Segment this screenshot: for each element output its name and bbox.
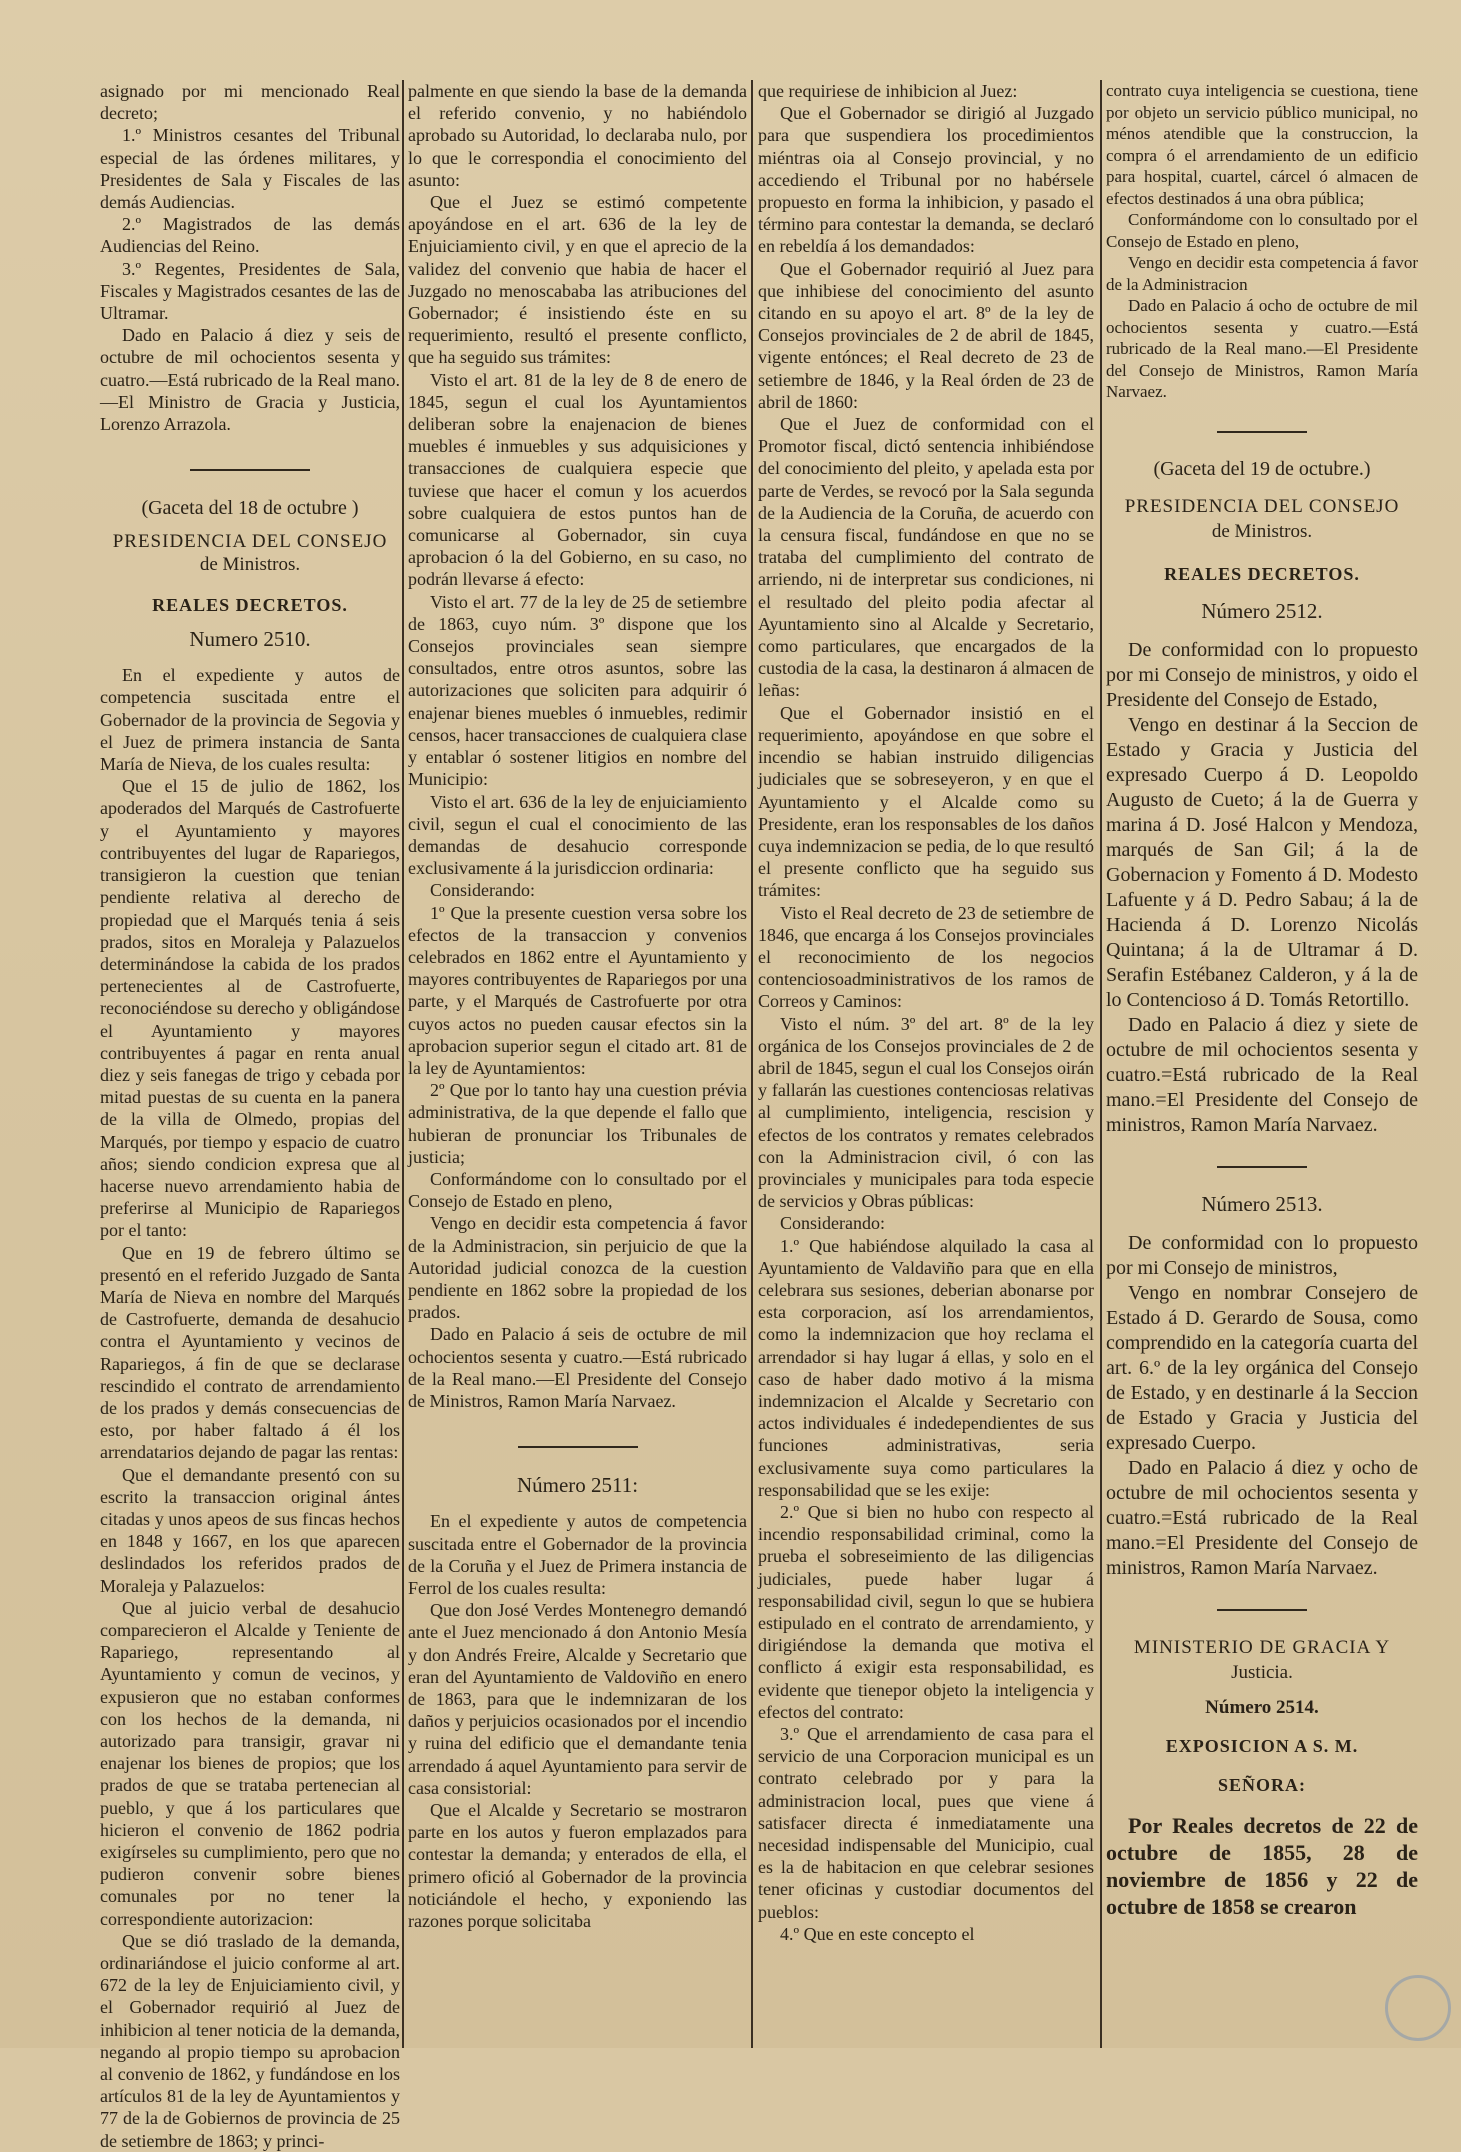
paragraph: De conformidad con lo propuesto por mi Consejo de ministros, y oido el Presidente del Consejo de Estado, — [1106, 638, 1418, 711]
separator-rule — [1217, 1166, 1307, 1168]
paragraph: Visto el núm. 3º del art. 8º de la ley orgánica de los Consejos provinciales de 2 de abril de 1845, segun el cual los Consejos oirán y fallarán las cuestiones contenciosas relativas al cumplimiento, inteligencia, rescision y efectos de los contratos y remates celebrados con la Administracion civil, ó con las provinciales y municipales para toda especie de servicios y Obras públicas: — [758, 1013, 1094, 1212]
section-subheading: de Ministros. — [1211, 520, 1313, 542]
paragraph: 2.º Magistrados de las demás Audiencias del Reino. — [100, 214, 400, 257]
paragraph: Considerando: — [780, 1213, 885, 1234]
gazette-date: (Gaceta del 18 de octubre ) — [141, 497, 359, 520]
separator-rule — [190, 469, 310, 471]
signature-paragraph: Dado en Palacio á diez y seis de octubre de mil ochocientos sesenta y cuatro.—Está rubricado de la Real mano.—El Ministro de Gracia y Justicia, Lorenzo Arrazola. — [100, 325, 400, 435]
decrees-heading: REALES DECRETOS. — [152, 594, 348, 615]
library-stamp — [1385, 1975, 1451, 2041]
column-rule — [751, 80, 753, 2048]
decree-number: Número 2514. — [1205, 1696, 1319, 1718]
decree-number: Número 2513. — [1201, 1191, 1323, 1216]
paragraph: Que el demandante presentó con su escrito la transaccion original ántes citadas y unos apeos de sus fincas hechos en 1848 y 1667, en los que aparecen deslindados los referidos prados de Moraleja y Palazuelos: — [100, 1464, 400, 1596]
paragraph: Visto el Real decreto de 23 de setiembre de 1846, que encarga á los Consejos provinciales el reconocimiento de los negocios contenciosoadministrativos de los ramos de Correos y Caminos: — [758, 902, 1094, 1012]
paragraph: Vengo en decidir esta competencia á favor de la Administracion, sin perjuicio de que la Autoridad judicial conozca de la cuestion pendiente en 1862 sobre la propiedad de los prados. — [408, 1213, 747, 1323]
paragraph: Que el Gobernador requirió al Juez para que inhibiese del conocimiento del asunto citando en su apoyo el art. 8º de la ley de Consejos provinciales de 2 de abril de 1845, vigente entónces; el Real decreto de 23 de setiembre de 1846, y la Real órden de 23 de abril de 1860: — [758, 258, 1094, 412]
paragraph: Que se dió traslado de la demanda, ordinariándose el juicio conforme al art. 672 de la ley de Enjuiciamiento civil, y el Gobernador requirió al Juez de inhibicion al tener noticia de la demanda, negando al propio tiempo su aprobacion al convenio de 1862, y fundándose en los artículos 81 de la ley de Ayuntamientos y 77 de la de Gobiernos de provincia de 25 de setiembre de 1863; y princi- — [100, 1930, 400, 2151]
paragraph: Que el Gobernador se dirigió al Juzgado para que suspendiera los procedimientos miéntras oia al Consejo provincial, y no accediendo el Tribunal por no habérsele propuesto en forma la inhibicion, y pasado el término para contestar la demanda, se declaró en rebeldía á los demandados: — [758, 103, 1094, 257]
column-4 — [1106, 80, 1418, 2040]
ministry-heading: MINISTERIO DE GRACIA Y — [1133, 1636, 1391, 1658]
ministry-subheading: Justicia. — [1231, 1661, 1293, 1683]
paragraph: Que el Juez de conformidad con el Promotor fiscal, dictó sentencia inhibiéndose del conocimiento del pleito, y apelada esta por parte de Verdes, se revocó por la Sala segunda de la Audiencia de la Coruña, de acuerdo con la censura fiscal, fundándose en que no se trataba del cumplimiento del contrato de arriendo, ni de interpretar sus condiciones, ni el resultado del pleito podia afectar al Ayuntamiento sino al Alcalde y Secretario, como particulares, que encargados de la custodia de la casa, la destinaron á almacen de leñas: — [758, 414, 1094, 701]
paragraph: Conformándome con lo consultado por el Consejo de Estado en pleno, — [1106, 210, 1418, 251]
column-rule — [402, 80, 404, 2048]
paragraph: Que el 15 de julio de 1862, los apoderados del Marqués de Castrofuerte y el Ayuntamiento y mayores contribuyentes del lugar de Rapariegos, transigieron la cuestion que tenian pendiente relativa al derecho de propiedad que el Marqués tenia á seis prados, sitos en Moraleja y Palazuelos determinándose la cabida de los prados pertenecientes al de Castrofuerte, reconociéndose su derecho y obligándose el Ayuntamiento y mayores contribuyentes á pagar en renta anual diez y seis fanegas de trigo y cebada por mitad puestas de su cuenta en la panera de la villa de Olmedo, propias del Marqués, por tiempo y espacio de cuatro años; siendo condicion expresa que al hacerse nuevo arrendamiento habia de preferirse al Municipio de Rapariegos por el tanto: — [100, 776, 400, 1241]
paragraph: Que el Gobernador insistió en el requerimiento, apoyándose en que sobre el incendio se habian instruido diligencias judiciales que se sobreseyeron, y en que el Ayuntamiento y el Alcalde como su Presidente, eran los responsables de los daños cuya indemnizacion se pedia, de lo que resultó el presente conflicto que ha seguido sus trámites: — [758, 702, 1094, 901]
paragraph: Vengo en decidir esta competencia á favor de la Administracion — [1106, 253, 1418, 294]
decree-number: Número 2512. — [1201, 598, 1323, 623]
section-subheading: de Ministros. — [199, 553, 301, 575]
paragraph: Que al juicio verbal de desahucio comparecieron el Alcalde y Teniente de Rapariego, representando al Ayuntamiento y comun de vecinos, y expusieron que no estaban conformes con los hechos de la demanda, ni autorizado para transigir, gravar ni enajenar los bienes de propios; que los prados de que se trataba pertenecian al pueblo, y que á los particulares que hicieron el convenio de 1862 podria exigírseles su cumplimiento, pero que no pudieron convenir sobre bienes comunales por no tener la correspondiente autorizacion: — [100, 1597, 400, 1929]
paragraph: Vengo en destinar á la Seccion de Estado y Gracia y Justicia del expresado Cuerpo á D. Leopoldo Augusto de Cueto; á la de Guerra y marina á D. José Halcon y Mendoza, marqués de San Gil; á la de Gobernacion y Fomento á D. Modesto Lafuente y á D. Pedro Sabau; á la de Hacienda á D. Lorenzo Nicolás Quintana; á la de Ultramar á D. Serafin Estébanez Calderon, y á la de lo Contencioso á D. Tomás Retortillo. — [1106, 713, 1418, 1011]
paragraph: 4.º Que en este concepto el — [780, 1923, 975, 1944]
salutation: SEÑORA: — [1217, 1774, 1306, 1795]
separator-rule — [1217, 1609, 1307, 1611]
paragraph: 3.º Regentes, Presidentes de Sala, Fiscales y Magistrados cesantes de las de Ultramar. — [100, 258, 400, 324]
paragraph: Considerando: — [430, 880, 535, 901]
paragraph: Visto el art. 636 de la ley de enjuiciamiento civil, segun el cual el conocimiento de las demandas de desahucio corresponde exclusivamente á la jurisdiccion ordinaria: — [408, 791, 747, 879]
paragraph: asignado por mi mencionado Real decreto; — [100, 81, 400, 124]
paragraph: 1.º Ministros cesantes del Tribunal especial de las órdenes militares, y Presidentes de Sala y Fiscales de las demás Audiencias. — [100, 125, 400, 213]
decree-number: Número 2511: — [516, 1473, 639, 1498]
paragraph: Conformándome con lo consultado por el Consejo de Estado en pleno, — [408, 1168, 747, 1212]
decrees-heading: REALES DECRETOS. — [1164, 563, 1360, 584]
separator-rule — [1217, 431, 1307, 433]
paragraph: 1º Que la presente cuestion versa sobre los efectos de la transaccion y convenios celebrados en 1862 entre el Ayuntamiento y mayores contribuyentes de Rapariegos por una parte, y el Marqués de Castrofuerte por otra cuyos actos no pueden causar efectos sin la aprobacion superior segun el citado art. 81 de la ley de Ayuntamientos: — [408, 902, 747, 1078]
column-3 — [758, 80, 1094, 2040]
section-heading: PRESIDENCIA DEL CONSEJO — [1124, 495, 1400, 517]
section-heading: PRESIDENCIA DEL CONSEJO — [112, 531, 388, 553]
paragraph: Vengo en nombrar Consejero de Estado á D. Gerardo de Sousa, como comprendido en la categoría cuarta del art. 6.º de la ley orgánica del Consejo de Estado, y en destinarle á la Seccion de Estado y Gracia y Justicia del expresado Cuerpo. — [1106, 1281, 1418, 1454]
paragraph: 2º Que por lo tanto hay una cuestion prévia administrativa, de la que depende el fallo que hubieran de pronunciar los Tribunales de justicia; — [408, 1080, 747, 1167]
paragraph: Por Reales decretos de 22 de octubre de 1855, 28 de noviembre de 1856 y 22 de octubre de 1858 se crearon — [1106, 1812, 1418, 1919]
paragraph: Que el Juez se estimó competente apoyándose en el art. 636 de la ley de Enjuiciamiento civil, y en que el aprecio de la validez del convenio que habia de hacer el Juzgado no menoscababa las atribuciones del Gobernador; é insistiendo éste en su requerimiento, resultó el presente conflicto, que ha seguido sus trámites: — [408, 192, 747, 368]
paragraph: Visto el art. 81 de la ley de 8 de enero de 1845, segun el cual los Ayuntamientos deliberan sobre la enajenacion de bienes muebles é inmuebles y sus adquisiciones y transacciones de cualquiera especie que tuviese que hacer el comun y los acuerdos sobre cualquiera de estos puntos han de comunicarse al Gobernador, sin cuya aprobacion ó la del Gobierno, en su caso, no podrán llevarse á efecto: — [408, 369, 747, 590]
paragraph: 3.º Que el arrendamiento de casa para el servicio de una Corporacion municipal es un contrato celebrado por y para la administracion local, pues que viene á satisfacer directa é inmediatamente una necesidad indispensable del Municipio, cual es la de habitacion en que celebrar sesiones tener oficinas y custodiar documentos del pueblos: — [758, 1724, 1094, 1922]
signature-paragraph: Dado en Palacio á diez y siete de octubre de mil ochocientos sesenta y cuatro.=Está rubricado de la Real mano.=El Presidente del Consejo de ministros, Ramon María Narvaez. — [1106, 1013, 1418, 1136]
decree-number: Numero 2510. — [189, 627, 311, 652]
paragraph: 1.º Que habiéndose alquilado la casa al Ayuntamiento de Valdaviño para que en ella celebrara sus sesiones, deberian abonarse por esta corporacion, así los arrendamientos, como la indemnizacion que hoy reclama el arrendador si hay lugar á ellas, y solo en el caso de haber dado motivo á la misma indemnizacion el Alcalde y Secretario con actos individuales é indedependientes de sus funciones administrativas, seria exclusivamente suya como particulares la responsabilidad que se les exije: — [758, 1235, 1094, 1500]
exposition-heading: EXPOSICION A S. M. — [1165, 1735, 1359, 1756]
separator-rule — [518, 1446, 638, 1448]
paragraph: contrato cuya inteligencia se cuestiona, tiene por objeto un servicio público municipal, no ménos atendible que la construccion, la compra ó el arrendamiento de un edificio para hospital, cuartel, cárcel ó almacen de efectos destinados á una obra pública; — [1106, 81, 1418, 208]
paragraph: 2.º Que si bien no hubo con respecto al incendio responsabilidad criminal, como la prueba el sobreseimiento de las diligencias judiciales, puede haber lugar á responsabilidad civil, segun lo que se hubiera estipulado en el contrato de arrendamiento, y dirigiéndose la demanda que motiva el conflicto á exigir esta responsabilidad, es evidente que tienepor objeto la inteligencia y efectos del contrato: — [758, 1502, 1094, 1722]
paragraph: Que don José Verdes Montenegro demandó ante el Juez mencionado á don Antonio Mesía y don Andrés Freire, Alcalde y Secretario que eran del Ayuntamiento de Valdoviño en enero de 1863, para que le indemnizaran de los daños y perjuicios ocasionados por el incendio y ruina del edificio que el demandante tenia arrendado á aquel Ayuntamiento para servir de casa consistorial: — [408, 1600, 747, 1798]
column-1 — [100, 80, 400, 2151]
paragraph: Que el Alcalde y Secretario se mostraron parte en los autos y fueron emplazados para contestar la demanda; y enterados de ella, el primero ofició al Gobernador de la provincia noticiándole el hecho, y exponiendo las razones porque solicitaba — [408, 1800, 747, 1932]
paragraph: En el expediente y autos de competencia suscitada entre el Gobernador de la provincia de la Coruña y el Juez de Primera instancia de Ferrol de los cuales resulta: — [408, 1511, 747, 1598]
signature-paragraph: Dado en Palacio á diez y ocho de octubre de mil ochocientos sesenta y cuatro.=Está rubricado de la Real mano.=El Presidente del Consejo de ministros, Ramon María Narvaez. — [1106, 1456, 1418, 1579]
paragraph: Visto el art. 77 de la ley de 25 de setiembre de 1863, cuyo núm. 3º dispone que los Consejos provinciales sean siempre consultados, entre otros asuntos, sobre las autorizaciones que soliciten para adquirir ó enajenar bienes muebles ó inmuebles, redimir censos, hacer transacciones de cualquiera clase y entablar ó sostener litigios en nombre del Municipio: — [408, 591, 747, 790]
paragraph: De conformidad con lo propuesto por mi Consejo de ministros, — [1106, 1231, 1418, 1279]
paragraph: palmente en que siendo la base de la demanda el referido convenio, y no habiéndolo aprobado su Autoridad, lo declaraba nulo, por lo que le correspondia el conocimiento del asunto: — [408, 81, 747, 190]
paragraph: Que en 19 de febrero último se presentó en el referido Juzgado de Santa María de Nieva en nombre del Marqués de Castrofuerte, demanda de desahucio contra el Ayuntamiento y vecinos de Rapariegos, á fin de que se declarase rescindido el contrato de arrendamiento de los prados y demás consecuencias de esto, por haber faltado á él los arrendatarios dejando de pagar las rentas: — [100, 1242, 400, 1463]
signature-paragraph: Dado en Palacio á seis de octubre de mil ochocientos sesenta y cuatro.—Está rubricado de la Real mano.—El Presidente del Consejo de Ministros, Ramon María Narvaez. — [408, 1324, 747, 1411]
gazette-date: (Gaceta del 19 de octubre.) — [1153, 457, 1371, 480]
signature-paragraph: Dado en Palacio á ocho de octubre de mil ochocientos sesenta y cuatro.—Está rubricado de la Real mano.—El Presidente del Consejo de Ministros, Ramon María Narvaez. — [1106, 296, 1418, 401]
column-2 — [408, 80, 747, 2040]
column-rule — [1100, 80, 1102, 2048]
paragraph: En el expediente y autos de competencia suscitada entre el Gobernador de la provincia de Segovia y el Juez de primera instancia de Santa María de Nieva, de los cuales resulta: — [100, 665, 400, 775]
paragraph: que requiriese de inhibicion al Juez: — [758, 81, 1018, 101]
